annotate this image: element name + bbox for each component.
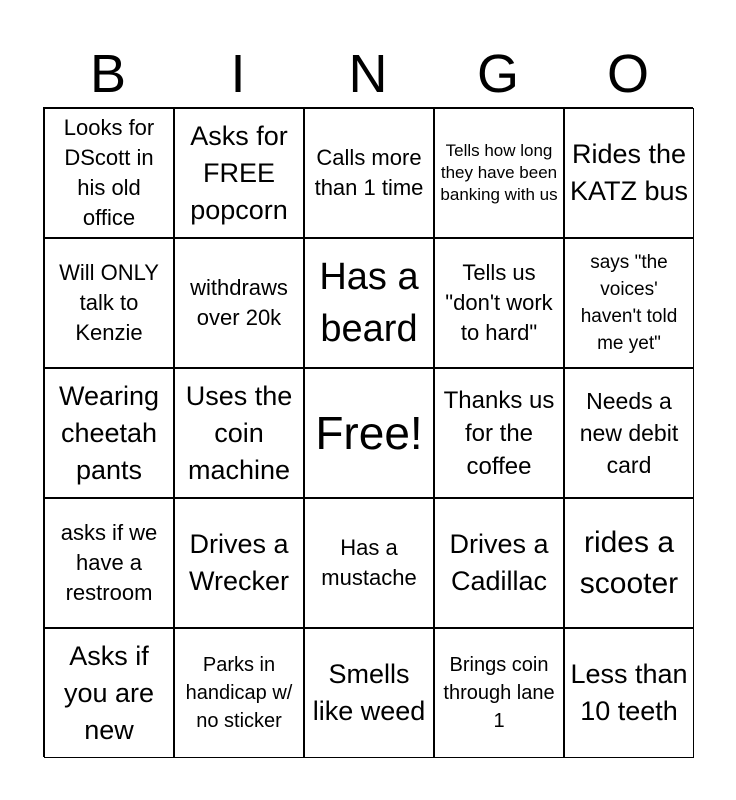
cell-text: Drives a Cadillac <box>449 529 549 596</box>
cell-text: withdraws over 20k <box>190 275 288 330</box>
header-letter-b: B <box>89 44 127 104</box>
cell-text: Needs a new debit card <box>579 388 679 478</box>
cell-text: Tells how long they have been banking with us <box>440 141 558 204</box>
bingo-cell[interactable] <box>304 498 434 628</box>
cell-text: Thanks us for the coffee <box>443 386 555 480</box>
header-letter-o: O <box>606 44 649 104</box>
cell-text: Calls more than 1 time <box>314 145 424 200</box>
cell-text: Wearing cheetah pants <box>58 380 160 485</box>
cell-text: Uses the coin machine <box>185 380 293 485</box>
bingo-cell[interactable] <box>44 628 174 758</box>
bingo-cell[interactable] <box>304 628 434 758</box>
bingo-cell[interactable] <box>174 628 304 758</box>
cell-text: Brings coin through lane 1 <box>443 654 555 732</box>
cell-text: Smells like weed <box>312 659 426 726</box>
bingo-cell[interactable] <box>564 108 694 238</box>
header-letter-n: N <box>348 44 388 104</box>
bingo-cell[interactable] <box>564 238 694 368</box>
bingo-cell[interactable] <box>174 498 304 628</box>
bingo-cell[interactable] <box>174 368 304 498</box>
bingo-cell[interactable] <box>44 108 174 238</box>
cell-text: Asks for FREE popcorn <box>190 120 288 225</box>
bingo-cell[interactable] <box>44 238 174 368</box>
cell-text: rides a scooter <box>579 526 679 600</box>
cell-text: Less than 10 teeth <box>570 659 688 726</box>
free-space-text: Free! <box>315 407 423 459</box>
bingo-cell[interactable] <box>564 498 694 628</box>
cell-text: says "the voices' haven't told me yet" <box>580 252 678 354</box>
cell-text: Has a mustache <box>321 535 417 590</box>
cell-text: Has a beard <box>319 256 419 350</box>
cell-text: Looks for DScott in his old office <box>63 115 155 230</box>
bingo-cell[interactable] <box>434 108 564 238</box>
cell-text: Tells us "don't work to hard" <box>445 260 553 345</box>
bingo-header <box>43 44 693 104</box>
header-letter-i: I <box>230 44 246 104</box>
bingo-cell[interactable] <box>434 238 564 368</box>
bingo-cell[interactable] <box>564 628 694 758</box>
cell-text: Will ONLY talk to Kenzie <box>59 260 159 345</box>
cell-text: Drives a Wrecker <box>188 529 289 596</box>
bingo-board <box>43 107 693 757</box>
cell-text: Rides the KATZ bus <box>569 139 689 206</box>
bingo-cell[interactable] <box>434 628 564 758</box>
cell-text: Parks in handicap w/ no sticker <box>185 654 293 732</box>
bingo-cell[interactable] <box>304 108 434 238</box>
header-letter-g: G <box>476 44 519 104</box>
bingo-cell[interactable] <box>434 368 564 498</box>
free-space-cell[interactable] <box>304 368 434 498</box>
bingo-cell[interactable] <box>44 368 174 498</box>
bingo-cell[interactable] <box>434 498 564 628</box>
bingo-cell[interactable] <box>174 238 304 368</box>
bingo-cell[interactable] <box>304 238 434 368</box>
bingo-cell[interactable] <box>564 368 694 498</box>
bingo-cell[interactable] <box>174 108 304 238</box>
cell-text: asks if we have a restroom <box>60 520 158 605</box>
cell-text: Asks if you are new <box>63 640 155 745</box>
bingo-cell[interactable] <box>44 498 174 628</box>
